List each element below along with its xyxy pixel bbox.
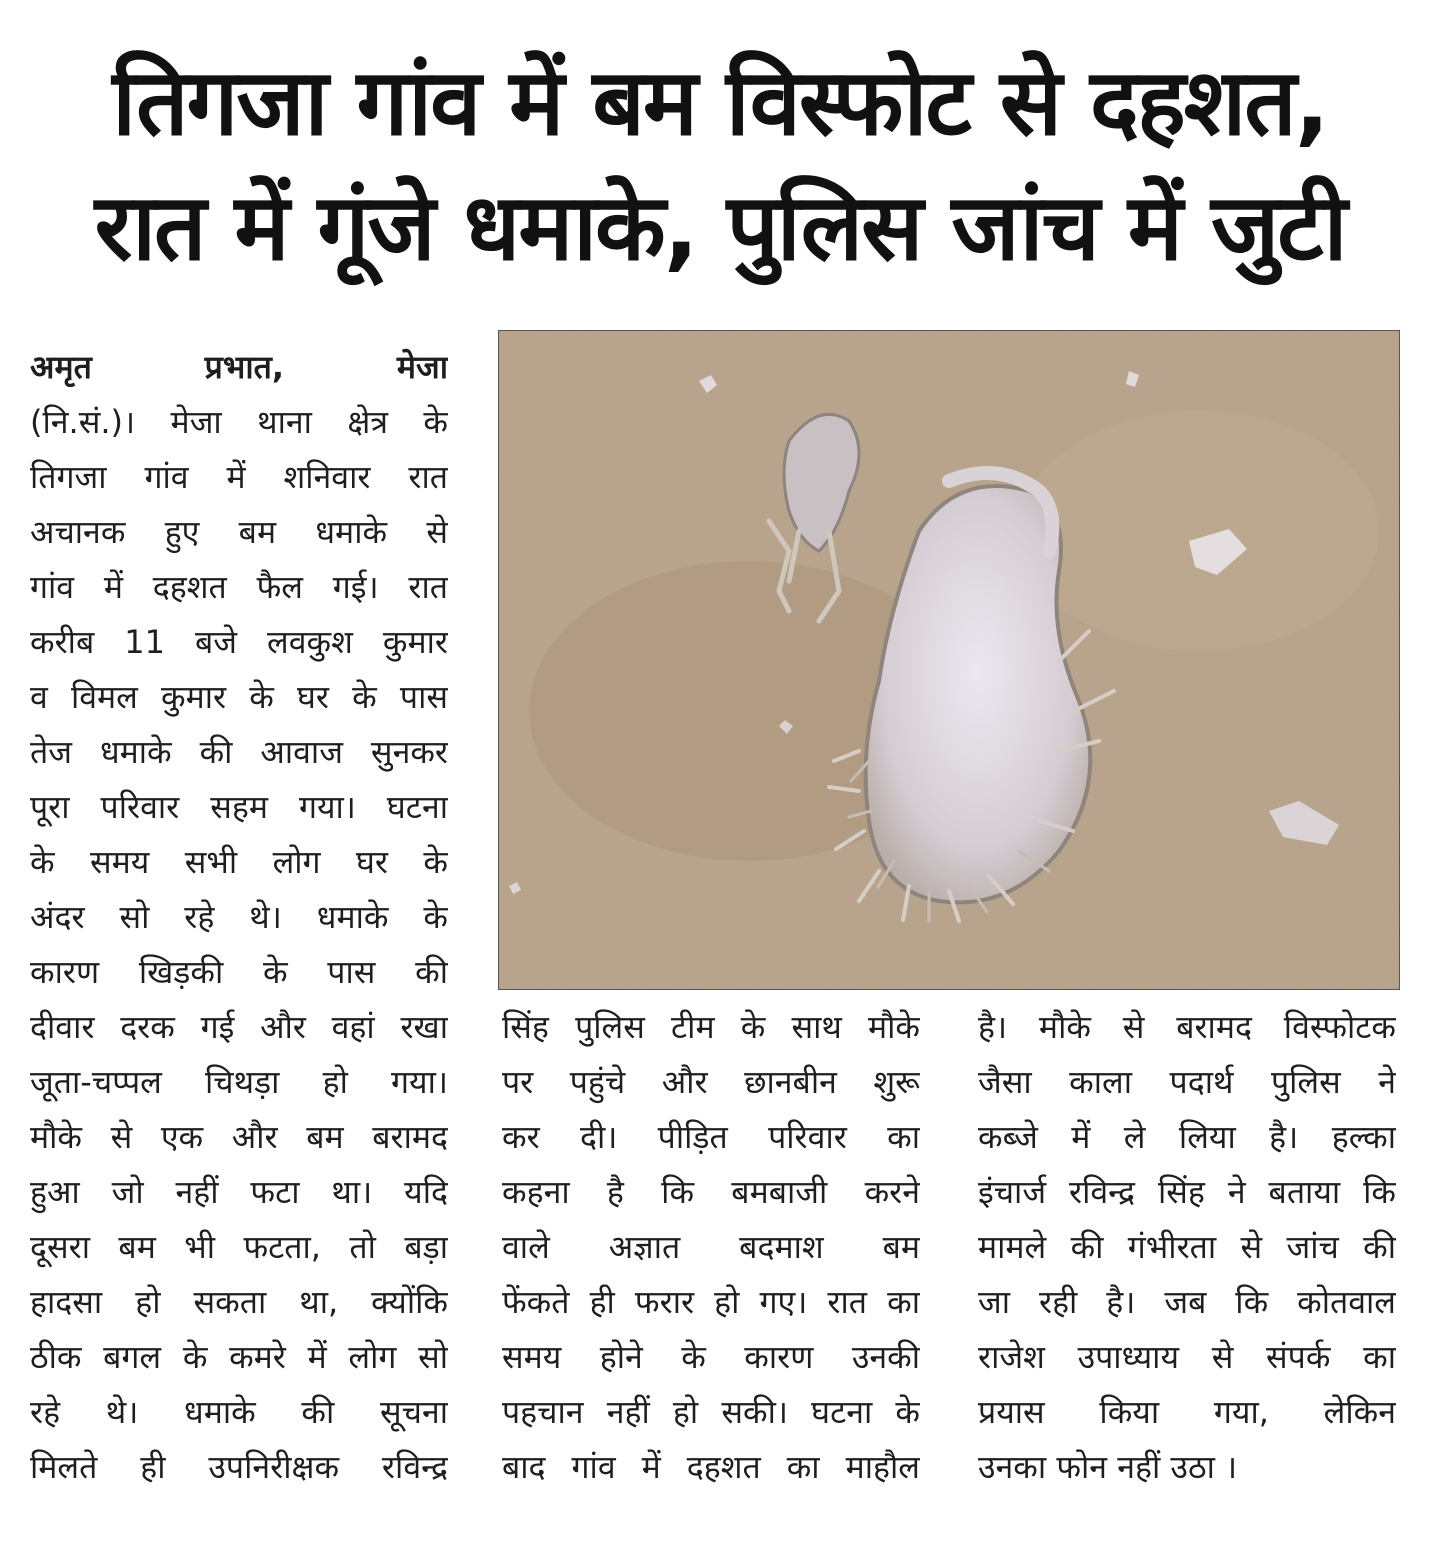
article-line: मिलते ही उपनिरीक्षक रविन्द्र <box>30 1448 448 1486</box>
article-line: प्रयास किया गया, लेकिन <box>978 1393 1396 1431</box>
article-line: कब्जे में ले लिया है। हल्का <box>978 1118 1396 1156</box>
article-line: उनका फोन नहीं उठा । <box>978 1448 1238 1486</box>
article-column-1 <box>30 340 448 1495</box>
article-line: करीब 11 बजे लवकुश कुमार <box>30 623 448 661</box>
article-line: मौके से एक और बम बरामद <box>30 1118 448 1156</box>
article-line: अचानक हुए बम धमाके से <box>30 513 448 551</box>
article-line: गांव में दहशत फैल गई। रात <box>30 568 448 606</box>
article-line: जूता-चप्पल चिथड़ा हो गया। <box>30 1063 448 1101</box>
article-line: जैसा काला पदार्थ पुलिस ने <box>978 1063 1396 1101</box>
article-line: फेंकते ही फरार हो गए। रात का <box>502 1283 920 1321</box>
article-line: दीवार दरक गई और वहां रखा <box>30 1008 448 1046</box>
article-line: राजेश उपाध्याय से संपर्क का <box>978 1338 1396 1376</box>
article-line: पूरा परिवार सहम गया। घटना <box>30 788 448 826</box>
article-line: इंचार्ज रविन्द्र सिंह ने बताया कि <box>978 1173 1396 1211</box>
article-line: कहना है कि बमबाजी करने <box>502 1173 920 1211</box>
article-line: दूसरा बम भी फटता, तो बड़ा <box>30 1228 448 1266</box>
headline-line-1: तिगजा गांव में बम विस्फोट से दहशत, <box>112 49 1328 156</box>
article-line: वाले अज्ञात बदमाश बम <box>502 1228 920 1266</box>
article-line: (नि.सं.)। मेजा थाना क्षेत्र के <box>30 403 448 441</box>
news-photo <box>498 330 1400 990</box>
article-line: रहे थे। धमाके की सूचना <box>30 1393 448 1431</box>
article-column-2 <box>502 1000 920 1495</box>
article-line: हादसा हो सकता था, क्योंकि <box>30 1283 448 1321</box>
article-line: के समय सभी लोग घर के <box>30 843 448 881</box>
article-line: सिंह पुलिस टीम के साथ मौके <box>502 1008 920 1046</box>
headline-line-2: रात में गूंजे धमाके, पुलिस जांच में जुटी <box>94 174 1346 281</box>
article-line: व विमल कुमार के घर के पास <box>30 678 448 716</box>
article-line: मामले की गंभीरता से जांच की <box>978 1228 1396 1266</box>
article-line: कर दी। पीड़ित परिवार का <box>502 1118 920 1156</box>
article-column-3 <box>978 1000 1396 1495</box>
article-line: बाद गांव में दहशत का माहौल <box>502 1448 920 1486</box>
article-line: पहचान नहीं हो सकी। घटना के <box>502 1393 920 1431</box>
article-line: ठीक बगल के कमरे में लोग सो <box>30 1338 448 1376</box>
article-line: कारण खिड़की के पास की <box>30 953 448 991</box>
article-line: तिगजा गांव में शनिवार रात <box>30 458 448 496</box>
article-line: तेज धमाके की आवाज सुनकर <box>30 733 448 771</box>
article-line: जा रही है। जब कि कोतवाल <box>978 1283 1396 1321</box>
article-line: हुआ जो नहीं फटा था। यदि <box>30 1173 448 1211</box>
byline: अमृत प्रभात, मेजा <box>30 348 448 386</box>
article-line: समय होने के कारण उनकी <box>502 1338 920 1376</box>
article-line: है। मौके से बरामद विस्फोटक <box>978 1008 1396 1046</box>
article-line: अंदर सो रहे थे। धमाके के <box>30 898 448 936</box>
article-line: पर पहुंचे और छानबीन शुरू <box>502 1063 920 1101</box>
damaged-shoe-image <box>499 331 1399 989</box>
headline <box>20 40 1420 290</box>
